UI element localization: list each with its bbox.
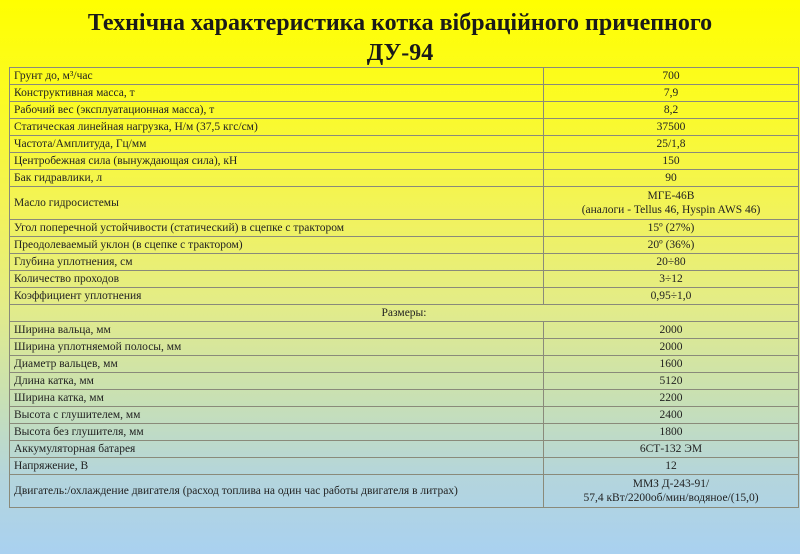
param-cell: Диаметр вальцев, мм [10,356,544,373]
param-cell: Статическая линейная нагрузка, Н/м (37,5 кгс/см) [10,119,544,136]
value-cell: 2400 [544,407,799,424]
param-cell: Конструктивная масса, т [10,85,544,102]
table-row [10,102,799,119]
section-row [10,305,799,322]
value-cell: 15º (27%) [544,220,799,237]
value-cell: 8,2 [544,102,799,119]
param-cell: Грунт до, м³/час [10,68,544,85]
title-line-2: ДУ-94 [366,40,434,66]
param-cell: Угол поперечной устойчивости (статический) в сцепке с трактором [10,220,544,237]
param-cell: Преодолеваемый уклон (в сцепке с трактором) [10,237,544,254]
value-cell: 20÷80 [544,254,799,271]
table-row [10,373,799,390]
value-cell: 3÷12 [544,271,799,288]
value-cell: 1800 [544,424,799,441]
value-cell: 2000 [544,339,799,356]
param-cell: Рабочий вес (эксплуатационная масса), т [10,102,544,119]
table-row [10,424,799,441]
value-line: 57,4 кВт/2200об/мин/водяное/(15,0) [583,492,759,504]
value-cell [544,475,799,508]
value-cell: 150 [544,153,799,170]
value-cell [544,187,799,220]
page-title [0,8,800,68]
value-cell: 2000 [544,322,799,339]
table-row [10,187,799,220]
param-cell: Ширина уплотняемой полосы, мм [10,339,544,356]
table-row [10,136,799,153]
param-cell: Напряжение, В [10,458,544,475]
value-cell: 6СТ-132 ЭМ [544,441,799,458]
table-row [10,254,799,271]
table-row [10,339,799,356]
table-row [10,458,799,475]
param-cell: Коэффициент уплотнения [10,288,544,305]
param-cell: Бак гидравлики, л [10,170,544,187]
table-row [10,170,799,187]
value-cell: 20º (36%) [544,237,799,254]
value-cell: 12 [544,458,799,475]
table-row [10,220,799,237]
param-cell: Высота с глушителем, мм [10,407,544,424]
value-cell: 25/1,8 [544,136,799,153]
table-row [10,153,799,170]
table-row [10,237,799,254]
param-cell: Двигатель:/охлаждение двигателя (расход топлива на один час работы двигателя в литрах) [10,475,544,508]
value-cell: 37500 [544,119,799,136]
value-line: ММЗ Д-243-91/ [632,478,710,490]
table-row [10,68,799,85]
param-cell: Глубина уплотнения, см [10,254,544,271]
param-cell: Длина катка, мм [10,373,544,390]
table-row [10,271,799,288]
param-cell: Ширина вальца, мм [10,322,544,339]
table-row [10,390,799,407]
value-cell: 0,95÷1,0 [544,288,799,305]
param-cell: Масло гидросистемы [10,187,544,220]
param-cell: Частота/Амплитуда, Гц/мм [10,136,544,153]
param-cell: Центробежная сила (вынуждающая сила), кН [10,153,544,170]
value-cell: 5120 [544,373,799,390]
value-cell: 700 [544,68,799,85]
title-line-1: Технічна характеристика котка вібраційного причепного [87,10,713,36]
section-header: Размеры: [10,305,799,322]
param-cell: Ширина катка, мм [10,390,544,407]
spec-table [9,67,799,508]
value-line: МГЕ-46В [647,190,695,202]
value-line: (аналоги - Tellus 46, Hyspin AWS 46) [581,204,761,216]
table-row [10,475,799,508]
table-row [10,407,799,424]
value-cell: 1600 [544,356,799,373]
table-row [10,119,799,136]
value-cell: 90 [544,170,799,187]
param-cell: Высота без глушителя, мм [10,424,544,441]
value-cell: 7,9 [544,85,799,102]
table-row [10,322,799,339]
table-row [10,288,799,305]
table-row [10,441,799,458]
table-row [10,85,799,102]
value-cell: 2200 [544,390,799,407]
table-row [10,356,799,373]
param-cell: Аккумуляторная батарея [10,441,544,458]
param-cell: Количество проходов [10,271,544,288]
